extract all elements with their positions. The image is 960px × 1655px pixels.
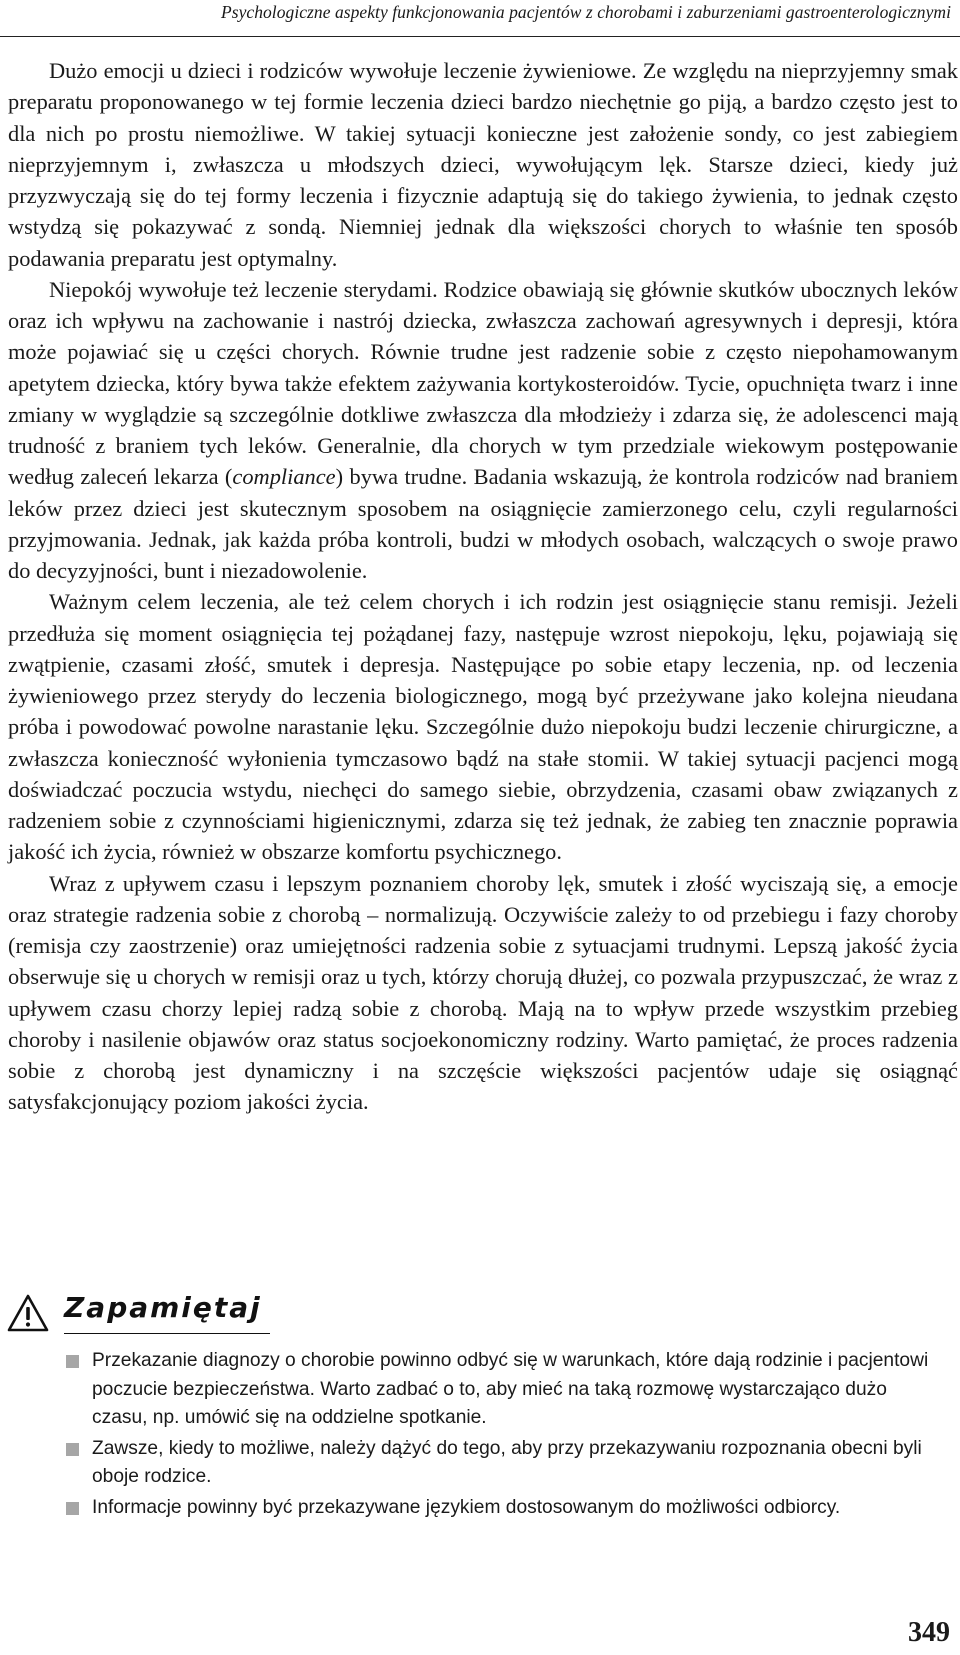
square-bullet-icon [66, 1443, 79, 1456]
title-underline [64, 1333, 270, 1334]
running-header-title: Psychologiczne aspekty funkcjonowania pacjentów z chorobami i zaburzeniami gastroenterologicznymi [220, 2, 951, 22]
warning-triangle-icon [6, 1293, 50, 1333]
list-item-text: Przekazanie diagnozy o chorobie powinno odbyć się w warunkach, które dają rodzinie i pacjentowi poczucie bezpieczeństwa. Warto zadbać o to, aby mieć na taką rozmowę wystarczająco dużo czasu, np. umówić się na oddzielne spotkanie. [92, 1350, 929, 1428]
paragraph: Niepokój wywołuje też leczenie sterydami. Rodzice obawiają się głównie skutków ubocznych leków oraz ich wpływu na zachowanie i nastrój dziecka, zwłaszcza zachowań agresywnych i depresji, która może pojawiać się u części chorych. Równie trudne jest radzenie sobie z często niepohamowanym apetytem dziecka, który bywa także efektem zażywania kortykosteroidów. Tycie, opuchnięta twarz i inne zmiany w wyglądzie są szczególnie dotkliwe zwłaszcza dla młodzieży i zdarza się, że adolescenci mają trudność z braniem tych leków. Generalnie, dla chorych w tym przedziale wiekowym postępowanie według zaleceń lekarza (compliance) bywa trudne. Badania wskazują, że kontrola rodziców nad braniem leków przez dzieci jest skutecznym sposobem na osiągnięcie zamierzonego celu, czyli regularności przyjmowania. Jednak, jak każda próba kontroli, budzi w młodych osobach, walczących o swoje prawo do decyzyjności, bunt i niezadowolenie. [8, 276, 959, 583]
paragraph: Ważnym celem leczenia, ale też celem chorych i ich rodzin jest osiągnięcie stanu remisji. Jeżeli przedłuża się moment osiągnięcia tej pożądanej fazy, następuje wzrost niepokoju, lęku, pojawiają się zwątpienie, czasami złość, smutek i depresja. Następujące po sobie etapy leczenia, np. od leczenia żywieniowego przez sterydy do leczenia biologicznego, mogą być przeżywane jako kolejna nieudana próba i powodować powolne narastanie lęku. Szczególnie dużo niepokoju budzi leczenie chirurgiczne, a zwłaszcza konieczność wyłonienia tymczasowo bądź na stałe stomii. W takiej sytuacji pacjenci mogą doświadczać poczucia wstydu, niechęci do samego siebie, obrzydzenia, czasami obaw związanych z radzeniem sobie z czynnościami higienicznymi, zdarza się też jednak, że zabieg ten znacznie poprawia jakość ich życia, również w obszarze komfortu psychicznego. [8, 589, 958, 865]
running-header [0, 0, 960, 37]
list-item [6, 1435, 956, 1492]
body-text [8, 55, 958, 1118]
list-item [6, 1494, 956, 1523]
remember-list [6, 1347, 956, 1522]
list-item-text: Zawsze, kiedy to możliwe, należy dążyć do tego, aby przy przekazywaniu rozpoznania obecni byli oboje rodzice. [92, 1437, 922, 1487]
paragraph: Dużo emocji u dzieci i rodziców wywołuje leczenie żywieniowe. Ze względu na nieprzyjemny smak preparatu proponowanego w tej formie leczenia dzieci bardzo niechętnie go piją, a bardzo często jest to dla nich po prostu niemożliwe. W takiej sytuacji konieczne jest założenie sondy, co jest zabiegiem nieprzyjemnym i, zwłaszcza u młodszych dzieci, wywołującym lęk. Starsze dzieci, kiedy już przyzwyczają się do tej formy leczenia i fizycznie adaptują się do takiego żywienia, to jednak często wstydzą się pokazywać z sondą. Niemniej jednak dla większości chorych to właśnie ten sposób podawania preparatu jest optymalny. [8, 58, 958, 271]
square-bullet-icon [66, 1355, 79, 1368]
list-item [6, 1347, 956, 1433]
square-bullet-icon [66, 1502, 79, 1515]
remember-box-header [6, 1293, 956, 1337]
remember-box-title: Zapamiętaj [64, 1291, 262, 1324]
page-number: 349 [908, 1617, 950, 1648]
term-compliance: compliance [232, 464, 336, 490]
remember-box [6, 1291, 956, 1518]
list-item-text: Informacje powinny być przekazywane językiem dostosowanym do możliwości odbiorcy. [92, 1496, 841, 1518]
paragraph: Wraz z upływem czasu i lepszym poznaniem choroby lęk, smutek i złość wyciszają się, a emocje oraz strategie radzenia sobie z chorobą – normalizują. Oczywiście zależy to od przebiegu i fazy choroby (remisja czy zaostrzenie) oraz umiejętności radzenia sobie z sytuacjami trudnymi. Lepszą jakość życia obserwuje się u chorych w remisji oraz u tych, którzy chorują dłużej, co pozwala przypuszczać, że wraz z upływem czasu chorzy lepiej radzą sobie z chorobą. Mają na to wpływ przede wszystkim przebieg choroby i nasilenie objawów oraz status socjoekonomiczny rodziny. Warto pamiętać, że proces radzenia sobie z chorobą jest dynamiczny i na szczęście większości pacjentów udaje się osiągnąć satysfakcjonujący poziom jakości życia. [8, 870, 958, 1115]
